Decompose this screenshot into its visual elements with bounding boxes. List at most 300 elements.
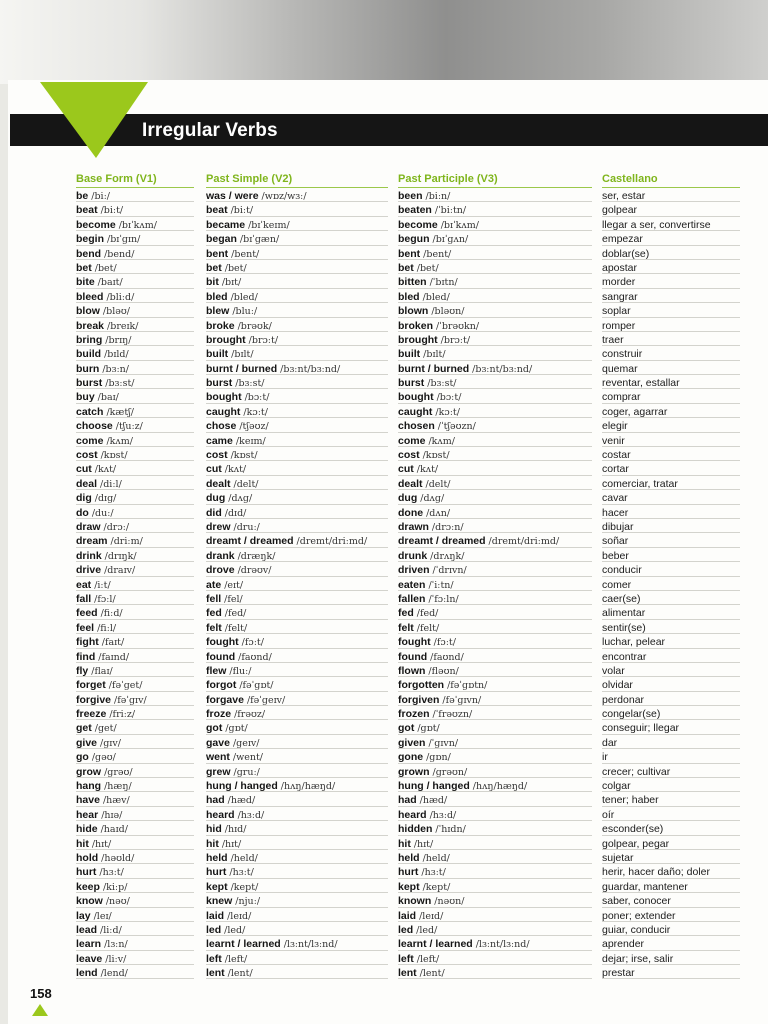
past-simple-word: was / were — [206, 190, 259, 202]
base-form-word: bleed — [76, 290, 104, 303]
past-simple-phonetic: /dræŋk/ — [237, 550, 276, 562]
castellano-translation: hacer — [602, 506, 629, 519]
castellano-translation: dar — [602, 736, 618, 749]
table-row — [76, 764, 194, 778]
base-form-word: be — [76, 190, 89, 202]
table-row — [206, 274, 388, 288]
base-form-phonetic: /bet/ — [94, 262, 117, 274]
past-participle-phonetic: /ˈiːtn/ — [428, 579, 454, 591]
table-row — [76, 461, 194, 475]
castellano-translation: soplar — [602, 305, 631, 318]
table-row — [206, 577, 388, 591]
base-form-phonetic: /lend/ — [100, 968, 128, 980]
table-row — [76, 548, 194, 562]
table-row — [206, 562, 388, 576]
past-simple-phonetic: /frəʊz/ — [234, 709, 266, 721]
base-form-phonetic: /kiːp/ — [102, 881, 128, 893]
table-row — [206, 951, 388, 965]
castellano-translation: congelar(se) — [602, 708, 661, 721]
table-row — [398, 548, 592, 562]
past-simple-phonetic: /eɪt/ — [224, 579, 244, 591]
table-row — [206, 490, 388, 504]
table-row — [602, 864, 740, 878]
castellano-translation: volar — [602, 664, 625, 677]
castellano-translation: guiar, conducir — [602, 923, 671, 936]
past-simple-phonetic: /dremt/driːmd/ — [296, 536, 368, 548]
table-row — [76, 663, 194, 677]
base-form-phonetic: /breɪk/ — [107, 320, 139, 332]
base-form-phonetic: /iːt/ — [94, 579, 111, 591]
table-row — [398, 936, 592, 950]
table-row — [398, 217, 592, 231]
castellano-translation: prestar — [602, 967, 635, 980]
past-simple-phonetic: /biːt/ — [230, 205, 254, 217]
table-row — [206, 850, 388, 864]
past-simple-word: held — [206, 851, 228, 864]
table-row — [398, 620, 592, 634]
base-form-word: hit — [76, 837, 89, 850]
table-row — [398, 591, 592, 605]
past-simple-phonetic: /held/ — [230, 852, 258, 864]
past-participle-word: laid — [398, 909, 417, 922]
table-row — [398, 850, 592, 864]
past-participle-phonetic: /dʌg/ — [420, 493, 445, 505]
base-form-phonetic: /kʌt/ — [94, 464, 117, 476]
past-participle-phonetic: /bet/ — [416, 262, 439, 274]
base-form-word: drink — [76, 549, 102, 562]
base-form-phonetic: /gəʊ/ — [91, 752, 116, 764]
past-simple-phonetic: /drəʊv/ — [237, 565, 272, 577]
base-form-word: hear — [76, 808, 99, 821]
past-participle-phonetic: /ˈbɪtn/ — [429, 277, 458, 289]
table-row — [398, 720, 592, 734]
table-row — [602, 188, 740, 202]
base-form-phonetic: /leɪ/ — [93, 910, 112, 922]
past-simple-phonetic: /kʌt/ — [224, 464, 247, 476]
castellano-translation: golpear, pegar — [602, 837, 670, 850]
table-row — [206, 476, 388, 490]
base-form-phonetic: /bləʊ/ — [102, 306, 130, 318]
past-simple-word: bought — [206, 391, 242, 404]
table-row — [602, 389, 740, 403]
castellano-translation: encontrar — [602, 650, 647, 663]
table-row — [76, 893, 194, 907]
base-form-word: lend — [76, 967, 98, 980]
table-row — [206, 677, 388, 691]
table-row — [206, 764, 388, 778]
past-participle-phonetic: /ˈgɪvn/ — [428, 737, 459, 749]
past-simple-word: got — [206, 722, 223, 735]
past-participle-word: caught — [398, 405, 433, 418]
table-row — [602, 749, 740, 763]
base-form-word: find — [76, 650, 96, 663]
castellano-translation: beber — [602, 549, 629, 562]
table-row — [206, 332, 388, 346]
base-form-word: bend — [76, 247, 102, 260]
past-simple-phonetic: /fel/ — [224, 593, 243, 605]
base-form-phonetic: /hæv/ — [102, 795, 130, 807]
past-participle-word: been — [398, 190, 423, 202]
past-simple-word: fed — [206, 607, 222, 620]
castellano-translation: ir — [602, 751, 608, 764]
past-simple-phonetic: /fəˈgɒt/ — [239, 680, 274, 692]
table-row — [602, 807, 740, 821]
base-form-word: come — [76, 434, 104, 447]
table-row — [206, 663, 388, 677]
base-form-phonetic: /fɔːl/ — [94, 593, 116, 605]
past-participle-phonetic: /ˈdrɪvn/ — [432, 565, 467, 577]
past-simple-word: hurt — [206, 866, 227, 879]
past-simple-phonetic: /keɪm/ — [235, 435, 266, 447]
past-participle-phonetic: /dremt/driːmd/ — [488, 536, 560, 548]
table-row — [206, 461, 388, 475]
table-row — [76, 620, 194, 634]
past-participle-word: chosen — [398, 420, 435, 433]
header-past-participle: Past Participle (V3) — [398, 172, 592, 188]
table-row — [398, 490, 592, 504]
base-form-word: keep — [76, 880, 100, 893]
base-form-word: hurt — [76, 866, 97, 879]
past-participle-word: bent — [398, 247, 421, 260]
table-row — [206, 591, 388, 605]
header-castellano: Castellano — [602, 172, 740, 188]
castellano-translation: sentir(se) — [602, 621, 646, 634]
past-participle-phonetic: /nəʊn/ — [434, 896, 465, 908]
past-participle-phonetic: /bɪˈkʌm/ — [440, 219, 479, 231]
table-row — [398, 505, 592, 519]
past-participle-phonetic: /drʌŋk/ — [430, 550, 465, 562]
castellano-translation: esconder(se) — [602, 823, 664, 836]
past-simple-phonetic: /dɪd/ — [224, 507, 247, 519]
past-simple-word: hid — [206, 823, 222, 836]
table-row — [602, 289, 740, 303]
castellano-translation: poner; extender — [602, 909, 676, 922]
castellano-translation: coger, agarrar — [602, 405, 668, 418]
past-simple-word: froze — [206, 708, 232, 721]
table-row — [398, 965, 592, 979]
castellano-translation: herir, hacer daño; doler — [602, 866, 710, 879]
table-row — [398, 260, 592, 274]
table-row — [76, 533, 194, 547]
past-simple-phonetic: /bled/ — [230, 291, 258, 303]
castellano-translation: sangrar — [602, 290, 638, 303]
table-row — [398, 332, 592, 346]
past-simple-word: laid — [206, 909, 225, 922]
table-row — [398, 836, 592, 850]
past-simple-phonetic: /leɪd/ — [227, 910, 252, 922]
table-row — [602, 418, 740, 432]
table-row — [398, 303, 592, 317]
table-row — [602, 433, 740, 447]
castellano-translation: tener; haber — [602, 794, 659, 807]
base-form-word: hold — [76, 851, 99, 864]
table-row — [206, 231, 388, 245]
table-row — [602, 792, 740, 806]
past-participle-word: learnt / learned — [398, 938, 473, 951]
table-row — [602, 318, 740, 332]
table-row — [398, 879, 592, 893]
table-row — [206, 188, 388, 202]
base-form-word: choose — [76, 420, 113, 433]
table-row — [206, 346, 388, 360]
table-row — [398, 404, 592, 418]
base-form-word: get — [76, 722, 92, 735]
past-participle-word: found — [398, 650, 428, 663]
castellano-translation: quemar — [602, 362, 638, 375]
table-row — [76, 836, 194, 850]
past-participle-word: hurt — [398, 866, 419, 879]
past-simple-word: dreamt / dreamed — [206, 535, 294, 548]
header-base-form: Base Form (V1) — [76, 172, 194, 188]
table-row — [398, 447, 592, 461]
table-row — [398, 188, 592, 202]
past-participle-word: known — [398, 895, 432, 908]
table-row — [76, 318, 194, 332]
table-row — [602, 361, 740, 375]
table-row — [76, 649, 194, 663]
past-simple-word: broke — [206, 319, 235, 332]
table-row — [602, 274, 740, 288]
past-participle-word: grown — [398, 765, 430, 778]
past-participle-phonetic: /ˈtʃəʊzn/ — [437, 421, 476, 433]
table-row — [602, 447, 740, 461]
castellano-translation: costar — [602, 449, 631, 462]
past-simple-phonetic: /fluː/ — [229, 665, 252, 677]
past-participle-phonetic: /fləʊn/ — [428, 665, 459, 677]
table-row — [206, 634, 388, 648]
past-participle-word: built — [398, 348, 421, 361]
base-form-phonetic: /brɪŋ/ — [105, 334, 132, 346]
table-row — [398, 202, 592, 216]
castellano-translation: empezar — [602, 233, 643, 246]
past-simple-phonetic: /kɒst/ — [230, 450, 258, 462]
past-participle-word: dug — [398, 492, 418, 505]
table-row — [398, 274, 592, 288]
table-row — [206, 720, 388, 734]
past-simple-phonetic: /lent/ — [227, 968, 253, 980]
past-participle-phonetic: /fəˈgɒtn/ — [447, 680, 488, 692]
past-participle-word: left — [398, 952, 414, 965]
castellano-translation: dibujar — [602, 520, 634, 533]
past-participle-word: gone — [398, 751, 424, 764]
table-row — [76, 677, 194, 691]
table-row — [398, 893, 592, 907]
past-simple-phonetic: /wɒz/wɜː/ — [261, 191, 307, 202]
page-title: Irregular Verbs — [142, 120, 278, 141]
table-row — [602, 778, 740, 792]
past-participle-word: fought — [398, 636, 431, 649]
table-row — [602, 821, 740, 835]
castellano-translation: llegar a ser, convertirse — [602, 218, 711, 231]
base-form-phonetic: /liːv/ — [105, 953, 127, 965]
base-form-phonetic: /biːt/ — [100, 205, 124, 217]
past-participle-phonetic: /ˈfɔːln/ — [428, 593, 459, 605]
table-row — [76, 231, 194, 245]
past-participle-phonetic: /brɔːt/ — [440, 334, 471, 346]
past-simple-phonetic: /fəˈgeɪv/ — [246, 694, 286, 706]
past-simple-word: felt — [206, 621, 222, 634]
table-row — [398, 807, 592, 821]
past-simple-word: bit — [206, 276, 219, 289]
column-base-form — [76, 188, 194, 979]
past-simple-word: drove — [206, 564, 235, 577]
castellano-translation: conducir — [602, 564, 642, 577]
past-participle-phonetic: /bled/ — [422, 291, 450, 303]
base-form-word: hide — [76, 823, 98, 836]
past-participle-phonetic: /ˈhɪdn/ — [435, 824, 466, 836]
table-row — [76, 389, 194, 403]
table-row — [398, 677, 592, 691]
past-participle-word: driven — [398, 564, 430, 577]
past-participle-phonetic: /gɒt/ — [417, 723, 440, 735]
past-simple-word: heard — [206, 808, 235, 821]
past-simple-phonetic: /tʃəʊz/ — [239, 421, 269, 433]
table-row — [602, 533, 740, 547]
base-form-phonetic: /driːm/ — [110, 536, 143, 548]
castellano-translation: romper — [602, 319, 636, 332]
base-form-word: break — [76, 319, 105, 332]
table-row — [206, 807, 388, 821]
past-simple-phonetic: /delt/ — [233, 478, 259, 490]
base-form-phonetic: /fəˈgɪv/ — [114, 694, 147, 706]
table-row — [76, 246, 194, 260]
table-row — [602, 461, 740, 475]
past-participle-word: lent — [398, 967, 417, 980]
past-simple-word: kept — [206, 880, 228, 893]
past-simple-word: did — [206, 506, 222, 519]
table-row — [602, 836, 740, 850]
table-row — [398, 389, 592, 403]
table-row — [206, 821, 388, 835]
past-participle-word: hit — [398, 837, 411, 850]
past-simple-word: began — [206, 233, 237, 246]
past-simple-phonetic: /bɪt/ — [221, 277, 242, 289]
table-row — [602, 490, 740, 504]
past-participle-word: cost — [398, 449, 420, 462]
table-row — [602, 677, 740, 691]
past-participle-phonetic: /leɪd/ — [419, 910, 444, 922]
castellano-translation: luchar, pelear — [602, 636, 666, 649]
table-row — [76, 303, 194, 317]
table-row — [398, 749, 592, 763]
table-row — [602, 605, 740, 619]
past-participle-phonetic: /faʊnd/ — [430, 651, 464, 663]
castellano-translation: alimentar — [602, 607, 646, 620]
table-row — [206, 289, 388, 303]
past-participle-word: frozen — [398, 708, 430, 721]
table-row — [206, 692, 388, 706]
base-form-word: deal — [76, 477, 98, 490]
table-row — [76, 706, 194, 720]
past-simple-word: left — [206, 952, 222, 965]
past-participle-word: drunk — [398, 549, 428, 562]
past-participle-phonetic: /delt/ — [425, 478, 451, 490]
table-row — [398, 461, 592, 475]
castellano-translation: soñar — [602, 535, 629, 548]
base-form-phonetic: /friːz/ — [109, 709, 136, 721]
base-form-word: bet — [76, 261, 92, 274]
table-row — [206, 433, 388, 447]
table-row — [398, 375, 592, 389]
past-participle-phonetic: /biːn/ — [425, 191, 451, 202]
table-row — [206, 620, 388, 634]
past-simple-word: forgot — [206, 679, 237, 692]
table-row — [602, 908, 740, 922]
past-participle-word: dreamt / dreamed — [398, 535, 486, 548]
table-row — [206, 735, 388, 749]
base-form-word: feed — [76, 607, 98, 620]
past-simple-phonetic: /bɪlt/ — [231, 349, 254, 361]
table-row — [602, 346, 740, 360]
table-row — [76, 879, 194, 893]
past-participle-word: burnt / burned — [398, 362, 470, 375]
table-row — [76, 591, 194, 605]
base-form-phonetic: /bliːd/ — [106, 291, 135, 303]
base-form-word: bring — [76, 333, 103, 346]
base-form-word: dream — [76, 535, 108, 548]
past-simple-word: ate — [206, 578, 222, 591]
castellano-translation: dejar; irse, salir — [602, 952, 674, 965]
past-simple-word: hit — [206, 837, 219, 850]
table-row — [398, 418, 592, 432]
past-simple-phonetic: /bɜːnt/bɜːnd/ — [280, 363, 341, 375]
past-simple-phonetic: /bɔːt/ — [244, 392, 270, 404]
castellano-translation: oír — [602, 808, 615, 821]
past-participle-word: bled — [398, 290, 420, 303]
past-participle-word: fallen — [398, 592, 426, 605]
past-participle-word: come — [398, 434, 426, 447]
table-row — [76, 850, 194, 864]
past-simple-phonetic: /bent/ — [231, 248, 260, 260]
table-row — [206, 836, 388, 850]
table-row — [398, 246, 592, 260]
table-row — [206, 418, 388, 432]
past-participle-phonetic: /ˈbiːtn/ — [434, 205, 467, 217]
past-participle-phonetic: /fɔːt/ — [433, 637, 456, 649]
table-row — [76, 361, 194, 375]
table-row — [602, 591, 740, 605]
table-row — [398, 735, 592, 749]
past-simple-word: dug — [206, 492, 226, 505]
table-row — [602, 922, 740, 936]
table-row — [76, 433, 194, 447]
past-simple-phonetic: /bluː/ — [232, 306, 258, 318]
base-form-phonetic: /faɪt/ — [101, 637, 125, 649]
base-form-phonetic: /bɪˈgɪn/ — [107, 234, 141, 246]
castellano-translation: olvidar — [602, 679, 633, 692]
base-form-phonetic: /drɪŋk/ — [104, 550, 137, 562]
castellano-translation: construir — [602, 348, 643, 361]
past-simple-word: knew — [206, 895, 233, 908]
castellano-translation: venir — [602, 434, 625, 447]
past-simple-phonetic: /fed/ — [224, 608, 247, 620]
table-row — [602, 620, 740, 634]
past-simple-phonetic: /gruː/ — [233, 766, 260, 778]
table-row — [206, 649, 388, 663]
base-form-word: bite — [76, 276, 95, 289]
table-row — [206, 447, 388, 461]
past-simple-phonetic: /left/ — [224, 953, 248, 965]
past-participle-phonetic: /bɪˈgʌn/ — [432, 234, 469, 246]
past-participle-word: heard — [398, 808, 427, 821]
past-participle-word: led — [398, 923, 414, 936]
green-triangle-icon — [40, 82, 148, 158]
table-row — [206, 533, 388, 547]
past-participle-word: hung / hanged — [398, 780, 470, 793]
past-participle-phonetic: /kɒst/ — [422, 450, 450, 462]
base-form-word: drive — [76, 564, 102, 577]
table-row — [76, 404, 194, 418]
